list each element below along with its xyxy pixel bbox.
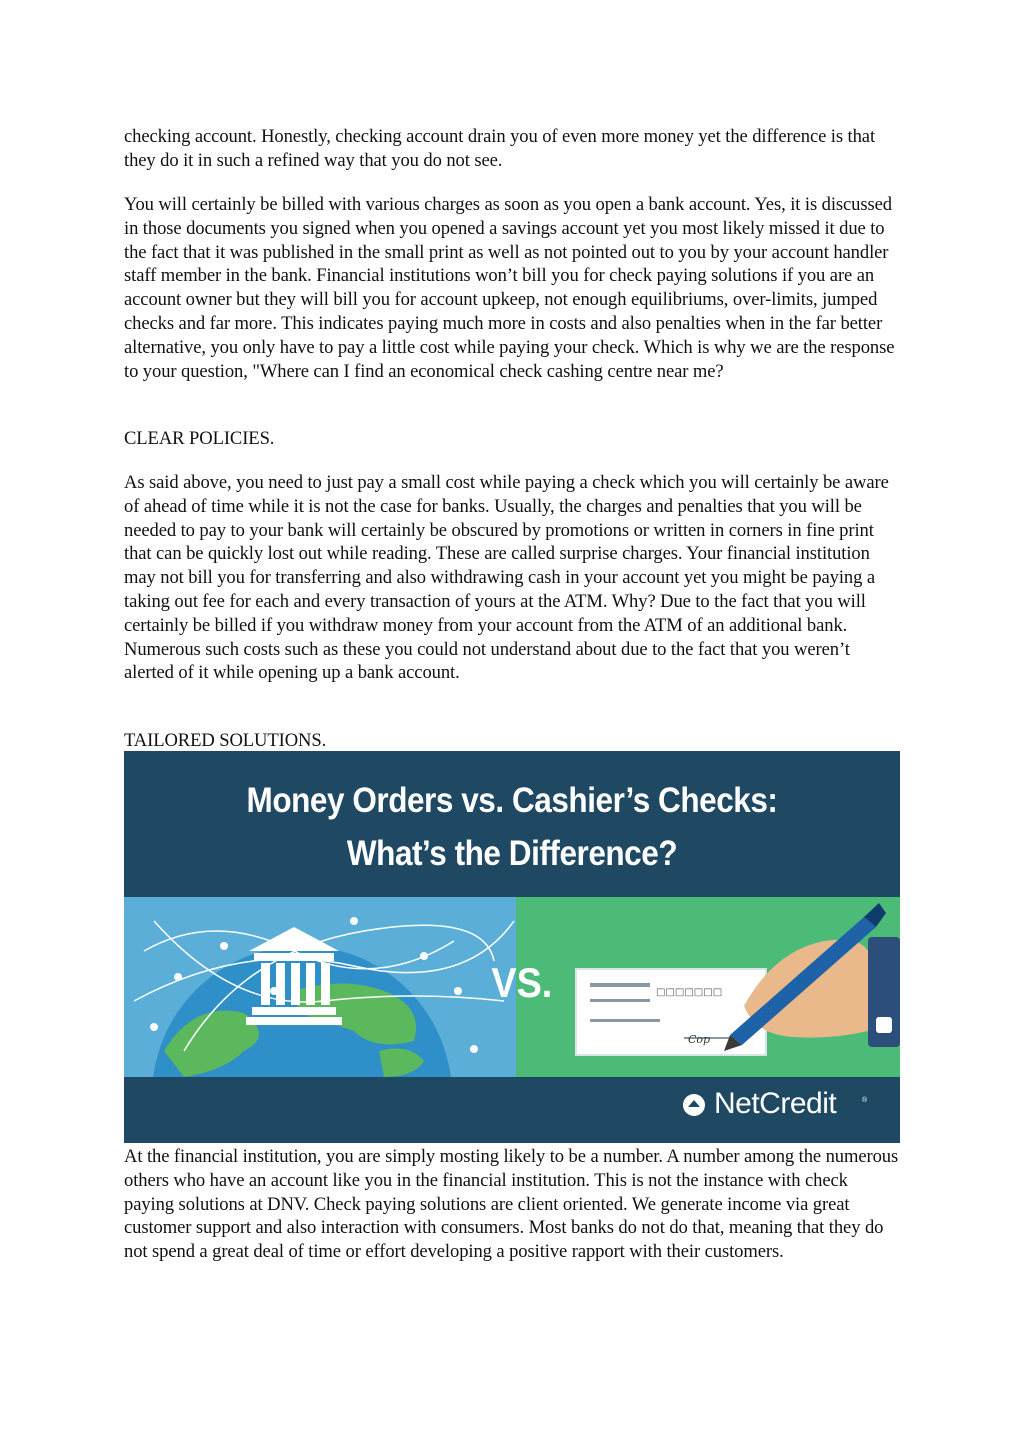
paragraph — [124, 193, 902, 383]
section-heading-text: TAILORED SOLUTIONS. — [124, 730, 327, 751]
check-signature: Cop — [688, 1033, 711, 1046]
paragraph-text: checking account. Honestly, checking account drain you of even more money yet the difference is that they do it in such a refined way that you do not see. — [124, 126, 876, 171]
section-heading — [124, 427, 902, 451]
netcredit-logo-icon — [682, 1093, 706, 1117]
vs-label: VS. — [491, 959, 553, 1006]
section-heading — [124, 729, 902, 753]
paragraph-text: As said above, you need to just pay a small cost while paying a check which you will certainly be aware of ahead of time while it is not the case for banks. Usually, the charges and penalties that you will be needed to pay to your bank will certainly be obscured by promotions or written in corners in fine print that can be quickly lost out while reading. These are called surprise charges. Your financial institution may not bill you for transferring and also withdrawing cash in your account yet you might be paying a taking out fee for each and every transaction of yours at the ATM. Why? Due to the fact that you will certainly be billed if you withdraw money from your account from the ATM of an additional bank. Numerous such costs such as these you could not understand about due to the fact that you weren’t alerted of it while opening up a bank account. — [124, 472, 889, 684]
infographic-banner — [124, 751, 900, 1143]
paragraph — [124, 125, 902, 173]
section-heading-text: CLEAR POLICIES. — [124, 428, 275, 449]
paragraph-text: At the financial institution, you are simply mosting likely to be a number. A number among the numerous others who have an account like you in the financial institution. This is not the instance with check paying solutions at DNV. Check paying solutions are client oriented. We generate income via great customer support and also interaction with consumers. Most banks do not do that, meaning that they do not spend a great deal of time or effort developing a positive rapport with their customers. — [124, 1146, 899, 1263]
brand-registered-mark: ® — [862, 1097, 868, 1104]
paragraph-text: You will certainly be billed with various charges as soon as you open a bank account. Yes, it is discussed in those documents you signed when you opened a savings account yet you most likely missed it due to the fact that it was published in the small print as well as not pointed out to you by your account handler staff member in the bank. Financial institutions won’t bill you for check paying solutions if you are an account owner but they will bill you for account upkeep, not enough equilibriums, over-limits, jumped checks and far more. This indicates paying much more in costs and also penalties when in the far better alternative, you only have to pay a little cost while paying your check. Which is why we are the response to your question, "Where can I find an economical check cashing centre near me? — [124, 194, 895, 382]
paragraph — [124, 1145, 902, 1264]
banner-title-line2: What’s the Difference? — [346, 834, 678, 873]
brand-name: NetCredit — [714, 1087, 837, 1120]
check-boxes: □□□□□□□ — [656, 987, 723, 998]
banner-title-line1: Money Orders vs. Cashier’s Checks: — [246, 781, 778, 820]
paragraph — [124, 471, 902, 685]
